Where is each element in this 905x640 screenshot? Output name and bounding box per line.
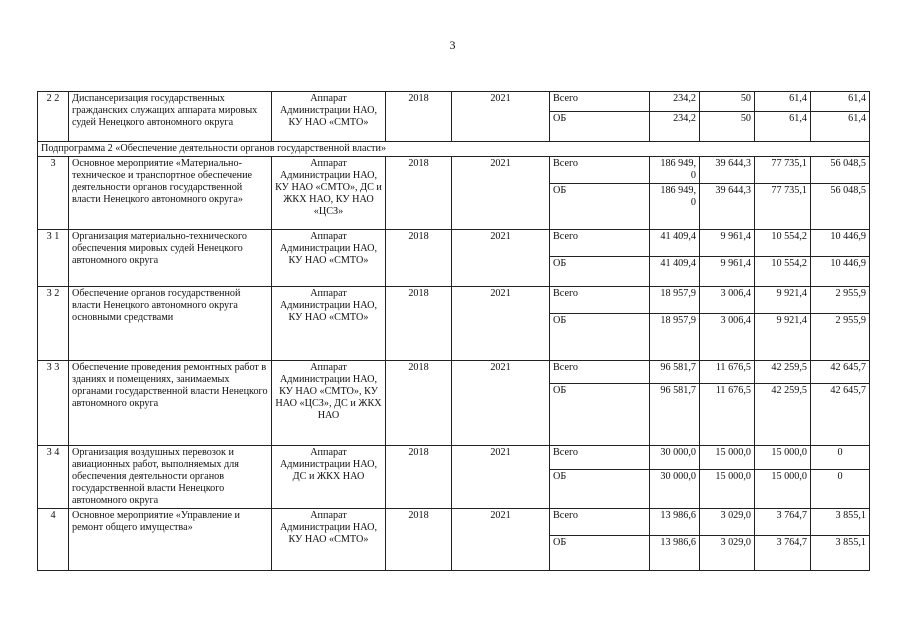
funding-source-total: Всего [550, 157, 650, 184]
amount-cell: 15 000,0 [700, 446, 755, 470]
amount-cell: 61,4 [755, 92, 811, 112]
amount-cell: 42 259,5 [755, 384, 811, 446]
amount-cell: 11 676,5 [700, 361, 755, 384]
executor: Аппарат Администрации НАО, ДС и ЖКХ НАО [272, 446, 386, 509]
amount-cell: 9 961,4 [700, 230, 755, 257]
amount-cell: 77 735,1 [755, 184, 811, 230]
amount-cell: 3 006,4 [700, 287, 755, 314]
funding-source-total: Всего [550, 446, 650, 470]
year-end: 2021 [452, 361, 550, 446]
row-number: 3 1 [38, 230, 69, 287]
table-row [38, 287, 870, 314]
year-end: 2021 [452, 509, 550, 571]
executor: Аппарат Администрации НАО, КУ НАО «СМТО» [272, 509, 386, 571]
table-row [38, 361, 870, 384]
amount-cell: 234,2 [650, 112, 700, 142]
amount-cell: 3 764,7 [755, 509, 811, 536]
amount-cell: 3 006,4 [700, 314, 755, 361]
row-number: 3 3 [38, 361, 69, 446]
amount-cell: 0 [811, 446, 870, 470]
funding-source-total: Всего [550, 230, 650, 257]
table-row [38, 446, 870, 470]
activity-name: Обеспечение органов государственной власти Ненецкого автономного округа основными средствами [69, 287, 272, 361]
funding-source-ob: ОБ [550, 112, 650, 142]
amount-cell: 10 446,9 [811, 230, 870, 257]
funding-source-ob: ОБ [550, 470, 650, 509]
amount-cell: 10 554,2 [755, 257, 811, 287]
amount-cell: 15 000,0 [755, 470, 811, 509]
activity-name: Организация воздушных перевозок и авиационных работ, выполняемых для обеспечения деятельности органов государственной власти Ненецкого автономного округа [69, 446, 272, 509]
amount-cell: 9 921,4 [755, 314, 811, 361]
amount-cell: 186 949, 0 [650, 157, 700, 184]
year-end: 2021 [452, 92, 550, 142]
amount-cell: 13 986,6 [650, 509, 700, 536]
year-end: 2021 [452, 446, 550, 509]
funding-source-ob: ОБ [550, 184, 650, 230]
amount-cell: 9 961,4 [700, 257, 755, 287]
year-end: 2021 [452, 157, 550, 230]
subprogram-row [38, 142, 870, 157]
program-table [37, 91, 870, 571]
amount-cell: 2 955,9 [811, 314, 870, 361]
amount-cell: 3 855,1 [811, 536, 870, 571]
amount-cell: 10 446,9 [811, 257, 870, 287]
amount-cell: 18 957,9 [650, 287, 700, 314]
row-number: 2 2 [38, 92, 69, 142]
page-number: 3 [449, 38, 456, 52]
amount-cell: 3 029,0 [700, 536, 755, 571]
amount-cell: 15 000,0 [755, 446, 811, 470]
amount-cell: 77 735,1 [755, 157, 811, 184]
amount-cell: 0 [811, 470, 870, 509]
amount-cell: 56 048,5 [811, 157, 870, 184]
amount-cell: 42 259,5 [755, 361, 811, 384]
amount-cell: 9 921,4 [755, 287, 811, 314]
amount-cell: 3 855,1 [811, 509, 870, 536]
table-row [38, 92, 870, 112]
amount-cell: 234,2 [650, 92, 700, 112]
funding-source-ob: ОБ [550, 257, 650, 287]
amount-cell: 30 000,0 [650, 470, 700, 509]
activity-name: Диспансеризация государственных гражданских служащих аппарата мировых судей Ненецкого автономного округа [69, 92, 272, 142]
amount-cell: 10 554,2 [755, 230, 811, 257]
funding-source-ob: ОБ [550, 314, 650, 361]
row-number: 4 [38, 509, 69, 571]
amount-cell: 61,4 [811, 112, 870, 142]
amount-cell: 56 048,5 [811, 184, 870, 230]
year-end: 2021 [452, 287, 550, 361]
amount-cell: 18 957,9 [650, 314, 700, 361]
amount-cell: 13 986,6 [650, 536, 700, 571]
row-number: 3 4 [38, 446, 69, 509]
executor: Аппарат Администрации НАО, КУ НАО «СМТО» [272, 230, 386, 287]
amount-cell: 39 644,3 [700, 157, 755, 184]
year-start: 2018 [386, 230, 452, 287]
executor: Аппарат Администрации НАО, КУ НАО «СМТО» [272, 287, 386, 361]
amount-cell: 50 [700, 92, 755, 112]
funding-source-total: Всего [550, 361, 650, 384]
amount-cell: 2 955,9 [811, 287, 870, 314]
funding-source-ob: ОБ [550, 384, 650, 446]
amount-cell: 96 581,7 [650, 361, 700, 384]
table-row [38, 509, 870, 536]
amount-cell: 15 000,0 [700, 470, 755, 509]
executor: Аппарат Администрации НАО, КУ НАО «СМТО», ДС и ЖКХ НАО, КУ НАО «ЦСЗ» [272, 157, 386, 230]
year-start: 2018 [386, 157, 452, 230]
year-start: 2018 [386, 361, 452, 446]
funding-source-total: Всего [550, 92, 650, 112]
amount-cell: 61,4 [755, 112, 811, 142]
year-end: 2021 [452, 230, 550, 287]
activity-name: Обеспечение проведения ремонтных работ в зданиях и помещениях, занимаемых органами государственной власти Ненецкого автономного округа [69, 361, 272, 446]
amount-cell: 3 764,7 [755, 536, 811, 571]
amount-cell: 41 409,4 [650, 230, 700, 257]
amount-cell: 3 029,0 [700, 509, 755, 536]
amount-cell: 30 000,0 [650, 446, 700, 470]
amount-cell: 42 645,7 [811, 361, 870, 384]
amount-cell: 41 409,4 [650, 257, 700, 287]
activity-name: Основное мероприятие «Материально-техническое и транспортное обеспечение деятельности органов государственной власти Ненецкого автономного округа» [69, 157, 272, 230]
amount-cell: 11 676,5 [700, 384, 755, 446]
table-row [38, 230, 870, 257]
executor: Аппарат Администрации НАО, КУ НАО «СМТО», КУ НАО «ЦСЗ», ДС и ЖКХ НАО [272, 361, 386, 446]
amount-cell: 50 [700, 112, 755, 142]
row-number: 3 [38, 157, 69, 230]
year-start: 2018 [386, 92, 452, 142]
funding-source-total: Всего [550, 509, 650, 536]
subprogram-title: Подпрограмма 2 «Обеспечение деятельности органов государственной власти» [38, 142, 870, 157]
amount-cell: 186 949, 0 [650, 184, 700, 230]
year-start: 2018 [386, 446, 452, 509]
funding-source-ob: ОБ [550, 536, 650, 571]
row-number: 3 2 [38, 287, 69, 361]
funding-source-total: Всего [550, 287, 650, 314]
amount-cell: 39 644,3 [700, 184, 755, 230]
amount-cell: 42 645,7 [811, 384, 870, 446]
activity-name: Организация материально-технического обеспечения мировых судей Ненецкого автономного округа [69, 230, 272, 287]
activity-name: Основное мероприятие «Управление и ремонт общего имущества» [69, 509, 272, 571]
table-row [38, 157, 870, 184]
amount-cell: 96 581,7 [650, 384, 700, 446]
year-start: 2018 [386, 509, 452, 571]
amount-cell: 61,4 [811, 92, 870, 112]
year-start: 2018 [386, 287, 452, 361]
executor: Аппарат Администрации НАО, КУ НАО «СМТО» [272, 92, 386, 142]
